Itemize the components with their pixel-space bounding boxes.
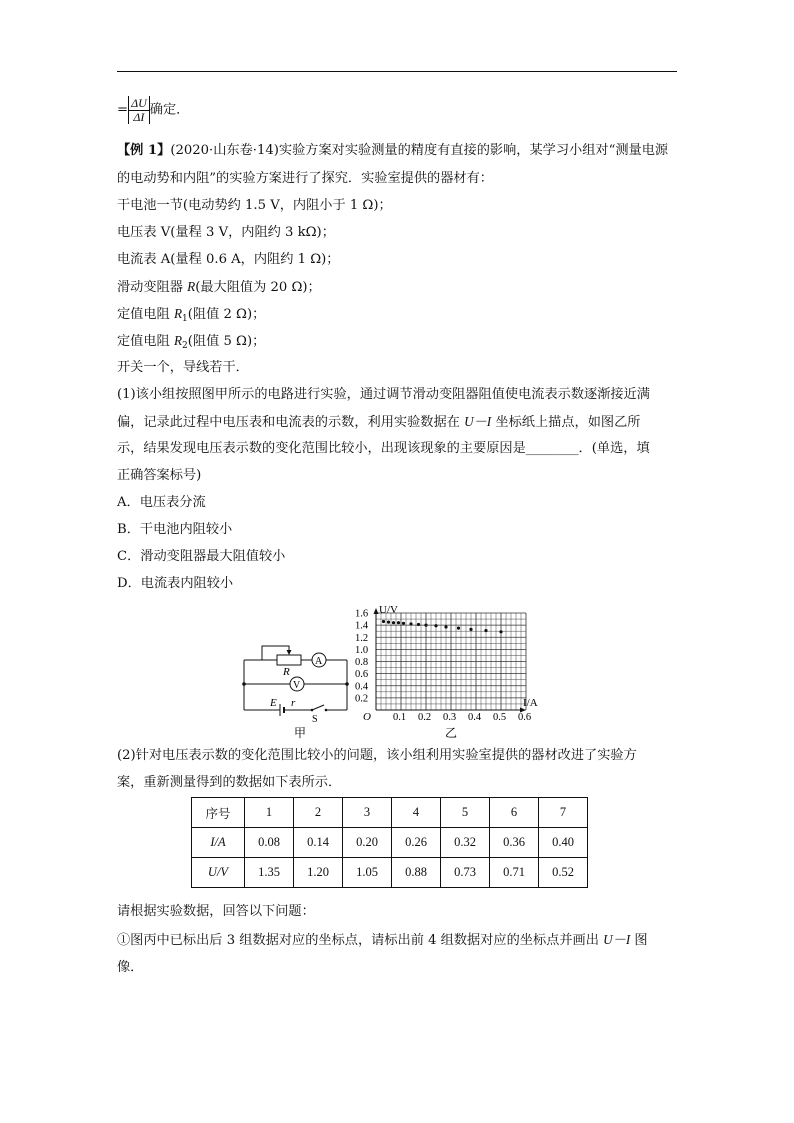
x-tick-label: 0.6 (518, 712, 532, 723)
emf-label: E (270, 697, 277, 709)
y-tick-label: 0.4 (355, 681, 369, 693)
x-tick-label: 0.5 (493, 712, 507, 723)
equals-sign: = (117, 102, 129, 118)
equipment-rheostat: 滑动变阻器 R(最大阻值为 20 Ω)； (117, 279, 321, 295)
ammeter-label: A (315, 656, 323, 667)
fraction-denominator: ΔI (133, 109, 145, 124)
example-line-2: 的电动势和内阻”的实验方案进行了探究．实验室提供的器材有： (117, 171, 493, 186)
circuit-caption: 甲 (294, 726, 307, 740)
data-point (392, 621, 395, 624)
x-tick-label: 0.4 (468, 712, 482, 723)
footer-line-1: 请根据实验数据，回答以下问题： (117, 904, 315, 919)
equipment-battery: 干电池一节(电动势约 1.5 V，内阻小于 1 Ω)； (117, 198, 392, 213)
question-2-line-1: (2)针对电压表示数的变化范围比较小的问题，该小组利用实验室提供的器材改进了实验方 (117, 748, 637, 763)
table-cell: 0.36 (490, 828, 539, 858)
table-cell: 0.71 (490, 858, 539, 888)
y-tick-label: 1.6 (355, 608, 369, 620)
x-tick-label: 0.3 (443, 712, 457, 723)
intro-suffix: 确定． (149, 102, 190, 118)
y-axis-label: U/V (379, 604, 398, 616)
table-cell: 1.20 (294, 858, 343, 888)
origin-label: O (363, 711, 371, 723)
equipment-ammeter: 电流表 A(量程 0.6 A，内阻约 1 Ω)； (117, 252, 340, 267)
equipment-switch: 开关一个，导线若干． (117, 360, 249, 375)
footer-line-2: ①图丙中已标出后 3 组数据对应的坐标点，请标出前 4 组数据对应的坐标点并画出 U－I 图 (117, 932, 648, 948)
data-point (409, 622, 412, 625)
footer-line-3: 像． (117, 960, 144, 975)
table-cell: 0.32 (441, 828, 490, 858)
option-b: B．干电池内阻较小 (117, 522, 233, 537)
question-1-line-2: 偏，记录此过程中电压表和电流表的示数，利用实验数据在 U－I 坐标纸上描点，如图乙所 (117, 414, 641, 430)
equipment-voltmeter: 电压表 V(量程 3 V，内阻约 3 kΩ)； (117, 225, 335, 240)
chart-grid (376, 613, 526, 710)
data-point (484, 629, 487, 632)
table-current-row (192, 828, 588, 858)
table-cell: 0.26 (392, 828, 441, 858)
table-cell: 5 (441, 798, 490, 828)
y-tick-label: 1.4 (355, 620, 369, 632)
table-header-label: 序号 (192, 798, 245, 828)
data-point (499, 630, 502, 633)
table-cell: 7 (539, 798, 588, 828)
example-text-1: (2020·山东卷·14)实验方案对实验测量的精度有直接的影响，某学习小组对“测量电源 (170, 143, 669, 158)
table-cell: 0.40 (539, 828, 588, 858)
circuit-diagram (232, 636, 356, 742)
y-tick-label: 0.6 (355, 669, 369, 681)
y-tick-label: 1.0 (355, 644, 369, 656)
y-tick-label: 0.2 (355, 693, 369, 705)
question-1-line-1: (1)该小组按照图甲所示的电路进行实验，通过调节滑动变阻器阻值使电流表示数逐渐接近满 (117, 387, 650, 402)
table-cell: 1.35 (245, 858, 294, 888)
data-point (469, 628, 472, 631)
table-cell: 0.14 (294, 828, 343, 858)
y-tick-label: 1.2 (355, 632, 369, 644)
table-voltage-row (192, 858, 588, 888)
data-point (457, 627, 460, 630)
delta-fraction (129, 97, 149, 124)
switch-label: S (312, 714, 318, 725)
x-tick-label: 0.1 (393, 712, 407, 723)
table-header-row (192, 798, 588, 828)
table-cell: 0.52 (539, 858, 588, 888)
y-axis-arrow (374, 608, 379, 614)
table-cell: 0.20 (343, 828, 392, 858)
data-point (444, 625, 447, 628)
option-a: A．电压表分流 (117, 495, 206, 510)
table-cell: 3 (343, 798, 392, 828)
chart-caption: 乙 (445, 726, 458, 740)
table-cell: 4 (392, 798, 441, 828)
question-1-line-4: 正确答案标号) (117, 468, 202, 483)
data-point (387, 620, 390, 623)
table-row-label: U/V (192, 858, 245, 888)
table-cell: 1.05 (343, 858, 392, 888)
question-2-line-2: 案，重新测量得到的数据如下表所示． (117, 775, 342, 790)
resistor-label: R (283, 666, 290, 678)
option-d: D．电流表内阻较小 (117, 576, 234, 591)
option-c: C．滑动变阻器最大阻值较小 (117, 549, 286, 564)
data-point (417, 623, 420, 626)
data-point (397, 621, 400, 624)
intro-formula (117, 96, 189, 124)
example-line-1 (117, 143, 668, 159)
table-cell: 2 (294, 798, 343, 828)
voltmeter-label: V (293, 680, 301, 691)
data-point (402, 622, 405, 625)
example-tag: 【例 1】 (117, 143, 171, 158)
data-table (191, 797, 588, 888)
fraction-numerator: ΔU (131, 95, 147, 110)
internal-resistance-label: r (291, 697, 296, 709)
equipment-resistor-2: 定值电阻 $R_2$(阻值 5 Ω)； (117, 333, 266, 351)
question-1-line-3: 示，结果发现电压表示数的变化范围比较小，出现该现象的主要原因是________．(单选，填 (117, 441, 650, 456)
data-point (434, 624, 437, 627)
table-cell: 6 (490, 798, 539, 828)
table-cell: 1 (245, 798, 294, 828)
header-rule (117, 71, 677, 72)
table-row-label: I/A (192, 828, 245, 858)
table-cell: 0.73 (441, 858, 490, 888)
table-cell: 0.08 (245, 828, 294, 858)
data-point (424, 624, 427, 627)
x-tick-label: 0.2 (418, 712, 432, 723)
equipment-resistor-1: 定值电阻 $R_1$(阻值 2 Ω)； (117, 306, 266, 324)
ui-graph (352, 600, 552, 742)
y-tick-label: 0.8 (355, 657, 369, 668)
table-cell: 0.88 (392, 858, 441, 888)
x-axis-label: I/A (523, 697, 538, 709)
data-point (382, 620, 385, 623)
